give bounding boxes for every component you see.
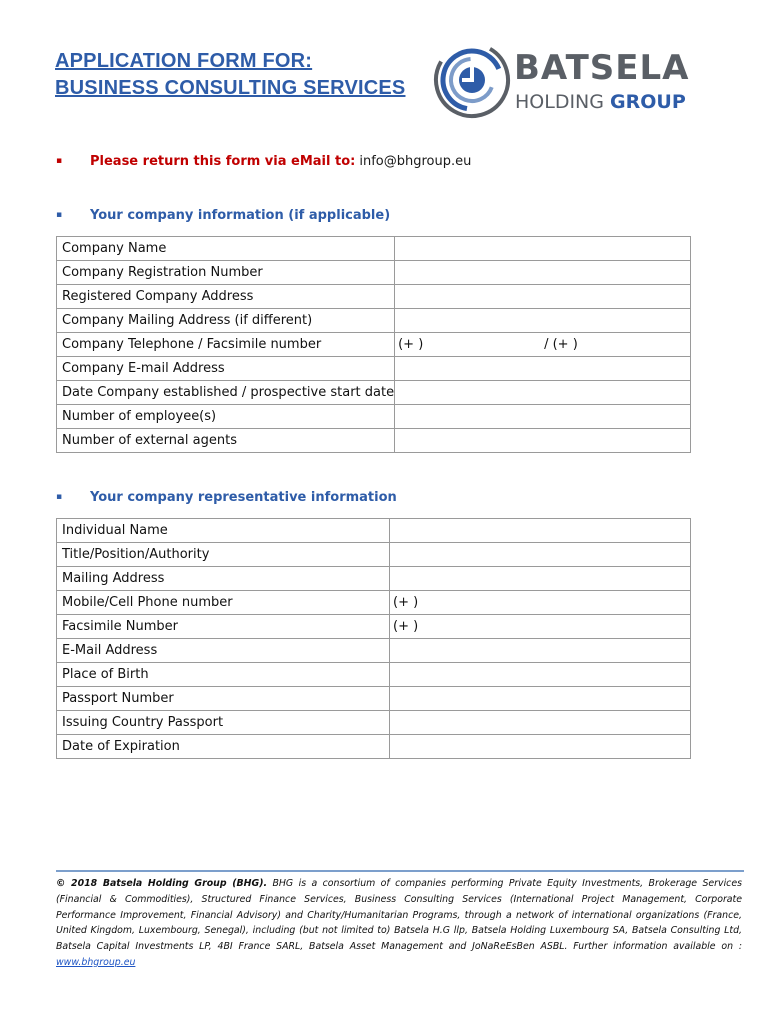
expiration-date-field[interactable] xyxy=(390,735,691,759)
company-info-table xyxy=(56,236,691,453)
field-label: Mailing Address xyxy=(57,567,390,591)
table-row xyxy=(57,405,691,429)
footer-website-link[interactable]: www.bhgroup.eu xyxy=(56,956,136,968)
field-label: Passport Number xyxy=(57,687,390,711)
field-label: Number of employee(s) xyxy=(57,405,395,429)
field-label: Mobile/Cell Phone number xyxy=(57,591,390,615)
rep-mailing-address-field[interactable] xyxy=(390,567,691,591)
company-section-title: Your company information (if applicable) xyxy=(90,208,391,223)
table-row xyxy=(57,543,691,567)
individual-name-field[interactable] xyxy=(390,519,691,543)
company-phone-fax-field[interactable] xyxy=(395,333,691,357)
field-label: Company E-mail Address xyxy=(57,357,395,381)
field-label: Company Mailing Address (if different) xyxy=(57,309,395,333)
company-email-field[interactable] xyxy=(395,357,691,381)
passport-number-field[interactable] xyxy=(390,687,691,711)
table-row xyxy=(57,261,691,285)
facsimile-field[interactable]: (+ ) xyxy=(390,615,691,639)
footer-copyright: © 2018 Batsela Holding Group (BHG). xyxy=(56,878,268,889)
issuing-country-field[interactable] xyxy=(390,711,691,735)
field-label: Title/Position/Authority xyxy=(57,543,390,567)
table-row xyxy=(57,237,691,261)
field-label: Individual Name xyxy=(57,519,390,543)
field-label: Number of external agents xyxy=(57,429,395,453)
table-row xyxy=(57,429,691,453)
company-section-heading xyxy=(56,206,390,225)
table-row xyxy=(57,639,691,663)
mobile-phone-field[interactable]: (+ ) xyxy=(390,591,691,615)
form-title-line-1: APPLICATION FORM FOR: xyxy=(55,50,313,72)
employees-count-field[interactable] xyxy=(395,405,691,429)
representative-info-table xyxy=(56,518,691,759)
return-instruction xyxy=(56,152,471,171)
bullet-icon: ▪ xyxy=(56,156,63,166)
field-label: Company Registration Number xyxy=(57,261,395,285)
field-label: Issuing Country Passport xyxy=(57,711,390,735)
table-row xyxy=(57,663,691,687)
mailing-address-field[interactable] xyxy=(395,309,691,333)
company-registration-field[interactable] xyxy=(395,261,691,285)
footer-disclaimer xyxy=(56,876,742,971)
footer-divider xyxy=(56,870,744,872)
table-row xyxy=(57,567,691,591)
table-row xyxy=(57,381,691,405)
company-name-field[interactable] xyxy=(395,237,691,261)
field-label: E-Mail Address xyxy=(57,639,390,663)
table-row xyxy=(57,519,691,543)
field-label: Company Telephone / Facsimile number xyxy=(57,333,395,357)
established-date-field[interactable] xyxy=(395,381,691,405)
table-row xyxy=(57,285,691,309)
table-row xyxy=(57,333,691,357)
table-row xyxy=(57,591,691,615)
return-label: Please return this form via eMail to: xyxy=(90,154,356,169)
field-label: Facsimile Number xyxy=(57,615,390,639)
place-of-birth-field[interactable] xyxy=(390,663,691,687)
table-row xyxy=(57,615,691,639)
field-label: Date of Expiration xyxy=(57,735,390,759)
telephone-prefix[interactable]: (+ ) xyxy=(398,337,424,352)
rep-section-title: Your company representative information xyxy=(90,490,397,505)
footer-text: BHG is a consortium of companies performing Private Equity Investments, Brokerage Services (Financial & Commodities), Structured Finance Services, Business Consulting Services (International Project Management, Corporate Performance Improvement, Financial Advisory) and Charity/Humanitarian Programs, through a network of international organizations (France, United Kingdom, Luxembourg, Senegal), including (but not limited to) Batsela H.G llp, Batsela Holding Luxembourg SA, Batsela Consulting Ltd, Batsela Capital Investments LP, 4BI France SARL, Batsela Asset Management and JoNaReEsBen ASBL. Further information available on : xyxy=(56,878,742,953)
table-row xyxy=(57,357,691,381)
bullet-icon: ▪ xyxy=(56,492,63,502)
logo-sub-holding: HOLDING xyxy=(515,91,604,113)
logo-name: BATSELA xyxy=(514,48,690,88)
logo-sub-group: GROUP xyxy=(610,91,686,113)
logo-subtitle xyxy=(515,90,686,114)
form-title-line-2: BUSINESS CONSULTING SERVICES xyxy=(55,77,406,99)
table-row xyxy=(57,687,691,711)
table-row xyxy=(57,309,691,333)
batsela-logo xyxy=(432,40,697,120)
field-label: Place of Birth xyxy=(57,663,390,687)
table-row xyxy=(57,735,691,759)
rep-section-heading xyxy=(56,488,397,507)
external-agents-field[interactable] xyxy=(395,429,691,453)
title-position-field[interactable] xyxy=(390,543,691,567)
rep-email-field[interactable] xyxy=(390,639,691,663)
registered-address-field[interactable] xyxy=(395,285,691,309)
field-label: Registered Company Address xyxy=(57,285,395,309)
field-label: Date Company established / prospective start date xyxy=(57,381,395,405)
facsimile-prefix[interactable]: / (+ ) xyxy=(544,337,578,352)
field-label: Company Name xyxy=(57,237,395,261)
table-row xyxy=(57,711,691,735)
form-title xyxy=(55,48,405,102)
return-email: info@bhgroup.eu xyxy=(359,154,472,169)
batsela-logo-icon xyxy=(432,40,512,120)
bullet-icon: ▪ xyxy=(56,210,63,220)
